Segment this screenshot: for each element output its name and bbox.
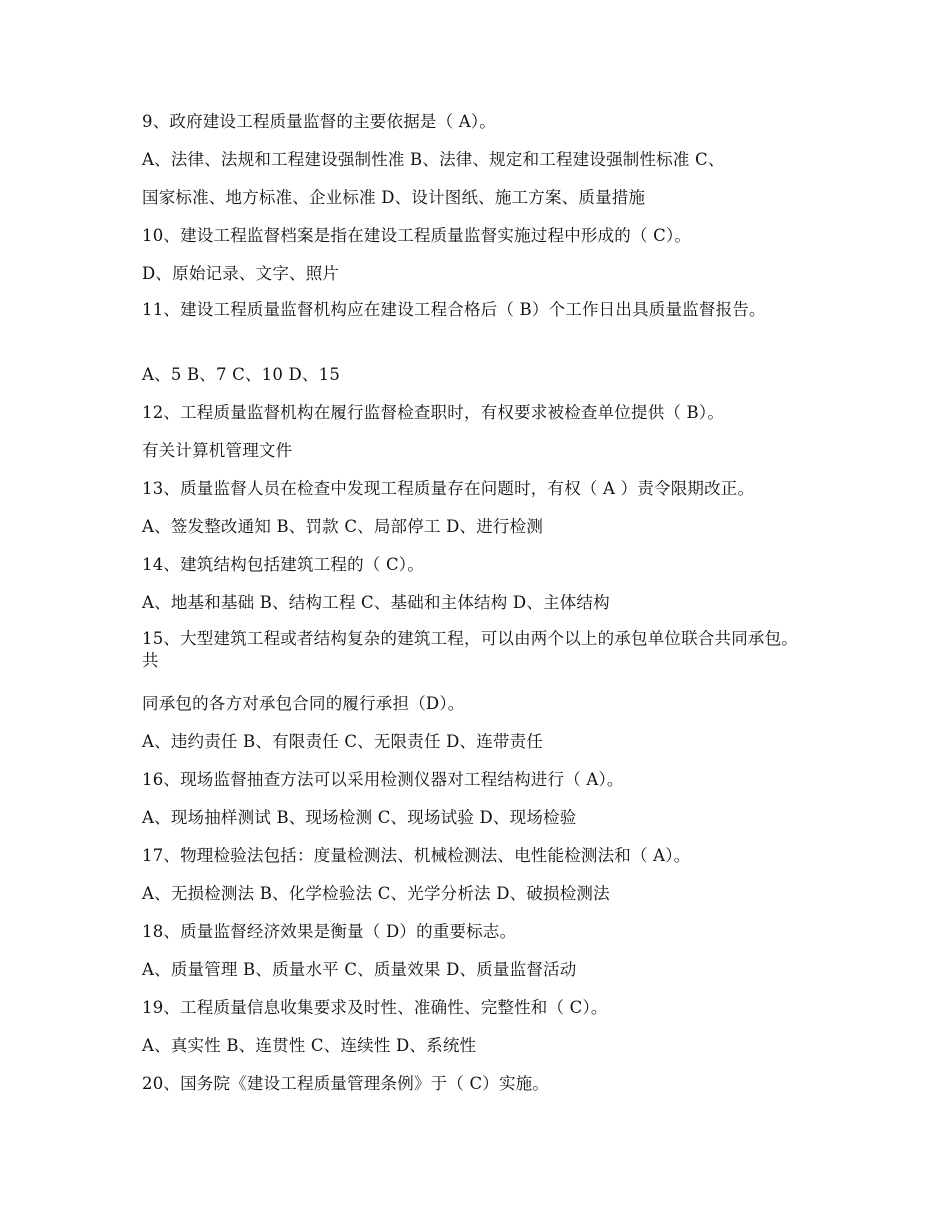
question-16-options: A、现场抽样测试 B、现场检测 C、现场试验 D、现场检验 [142, 808, 577, 827]
question-16: 16、现场监督抽查方法可以采用检测仪器对工程结构进行（ A）。 [142, 770, 624, 789]
question-11-options: A、5 B、7 C、10 D、15 [142, 365, 341, 384]
question-10: 10、建设工程监督档案是指在建设工程质量监督实施过程中形成的（ C）。 [142, 226, 692, 245]
question-15-cont: 同承包的各方对承包合同的履行承担（D）。 [142, 694, 465, 713]
question-12-options: 有关计算机管理文件 [142, 441, 293, 460]
question-9: 9、政府建设工程质量监督的主要依据是（ A）。 [142, 112, 497, 131]
question-18: 18、质量监督经济效果是衡量（ D）的重要标志。 [142, 922, 517, 941]
question-14: 14、建筑结构包括建筑工程的（ C）。 [142, 555, 424, 574]
question-15: 15、大型建筑工程或者结构复杂的建筑工程，可以由两个以上的承包单位联合共同承包。共 [142, 629, 798, 670]
question-17: 17、物理检验法包括：度量检测法、机械检测法、电性能检测法和（ A）。 [142, 846, 691, 865]
question-13-options: A、签发整改通知 B、罚款 C、局部停工 D、进行检测 [142, 517, 544, 536]
question-14-options: A、地基和基础 B、结构工程 C、基础和主体结构 D、主体结构 [142, 593, 610, 612]
question-11: 11、建设工程质量监督机构应在建设工程合格后（ B）个工作日出具质量监督报告。 [142, 300, 766, 319]
question-9-options: A、法律、法规和工程建设强制性准 B、法律、规定和工程建设强制性标准 C、 [142, 150, 725, 169]
question-20: 20、国务院《建设工程质量管理条例》于（ C）实施。 [142, 1074, 550, 1093]
question-15-options: A、违约责任 B、有限责任 C、无限责任 D、连带责任 [142, 732, 544, 751]
question-19-options: A、真实性 B、连贯性 C、连续性 D、系统性 [142, 1036, 477, 1055]
question-13: 13、质量监督人员在检查中发现工程质量存在问题时，有权（ A ）责令限期改正。 [142, 479, 755, 498]
question-9-options-cont: 国家标准、地方标准、企业标准 D、设计图纸、施工方案、质量措施 [142, 188, 646, 207]
question-10-options: D、原始记录、文字、照片 [142, 264, 340, 283]
question-17-options: A、无损检测法 B、化学检验法 C、光学分析法 D、破损检测法 [142, 884, 610, 903]
question-19: 19、工程质量信息收集要求及时性、准确性、完整性和（ C）。 [142, 998, 608, 1017]
question-12: 12、工程质量监督机构在履行监督检查职时，有权要求被检查单位提供（ B）。 [142, 403, 725, 422]
question-18-options: A、质量管理 B、质量水平 C、质量效果 D、质量监督活动 [142, 960, 577, 979]
